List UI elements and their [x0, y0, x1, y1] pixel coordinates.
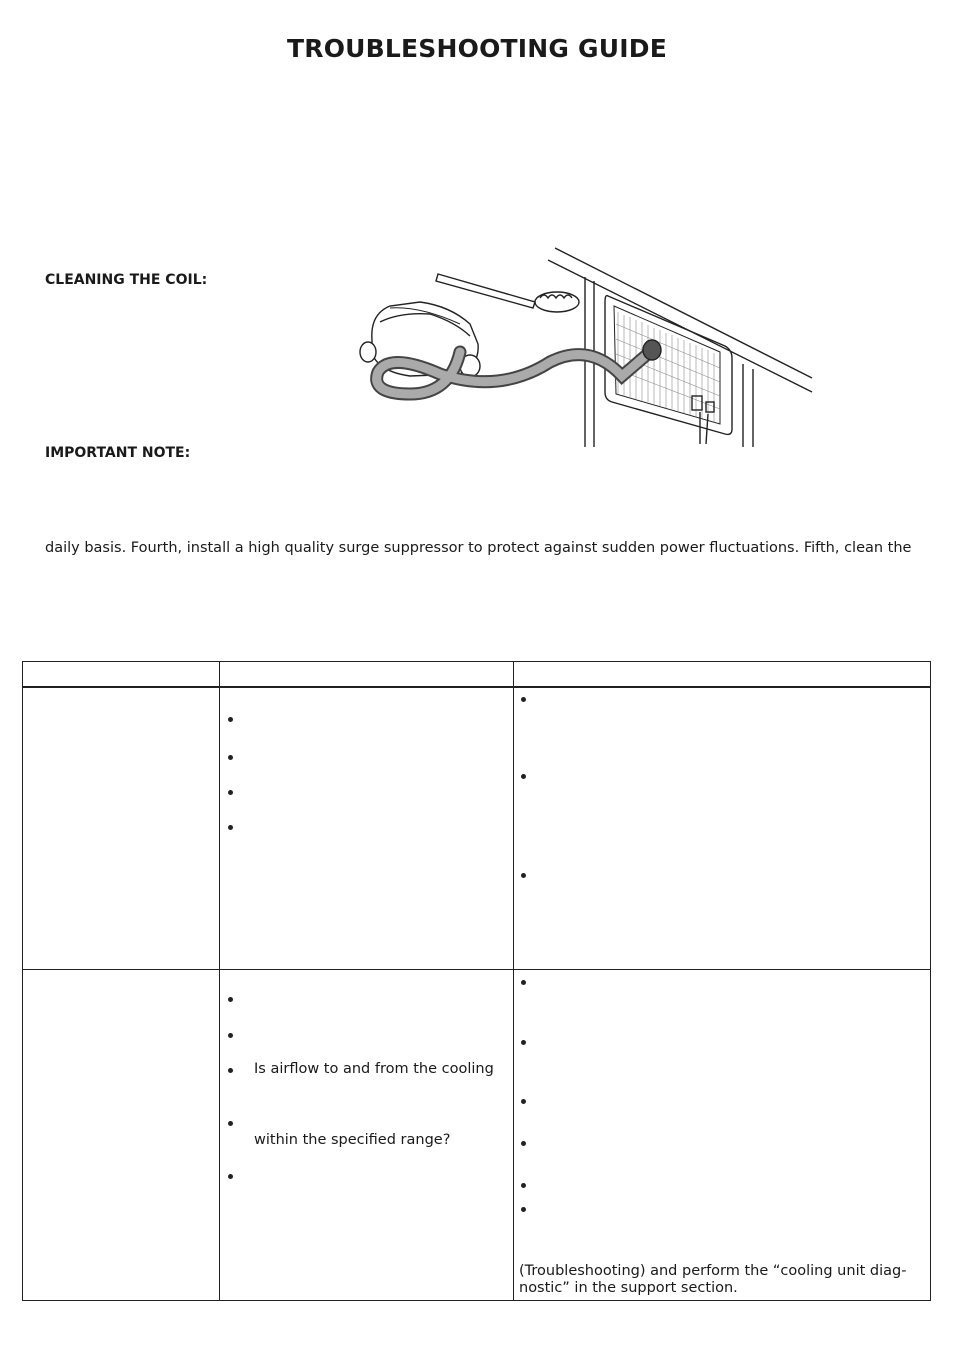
bullet-icon: [521, 697, 526, 702]
table-row-divider: [22, 969, 931, 970]
row2-cause-3: Is airflow to and from the cooling: [254, 1061, 494, 1077]
bullet-icon: [228, 1033, 233, 1038]
table-border-bottom: [22, 1300, 931, 1301]
table-column-divider-1: [219, 661, 220, 1301]
table-header-rule: [22, 686, 931, 688]
page-title: TROUBLESHOOTING GUIDE: [286, 34, 667, 63]
table-border-left: [22, 661, 23, 1301]
bullet-icon: [521, 1183, 526, 1188]
bullet-icon: [228, 1174, 233, 1179]
row2-note-line1: (Troubleshooting) and perform the “cooling unit diag-: [519, 1263, 907, 1279]
bullet-icon: [228, 1068, 233, 1073]
important-note-heading: IMPORTANT NOTE:: [45, 445, 191, 461]
table-border-right: [930, 661, 931, 1301]
bullet-icon: [228, 1121, 233, 1126]
table-border-top: [22, 661, 931, 662]
bullet-icon: [521, 1141, 526, 1146]
troubleshooting-table: [22, 661, 931, 1301]
bullet-icon: [228, 790, 233, 795]
bullet-icon: [228, 755, 233, 760]
vacuum-cleaning-coil-illustration: [350, 244, 820, 449]
body-paragraph-line: daily basis. Fourth, install a high quality surge suppressor to protect against sudden power fluctuations. Fifth, clean the: [45, 540, 912, 556]
bullet-icon: [228, 825, 233, 830]
bullet-icon: [521, 1099, 526, 1104]
bullet-icon: [521, 1207, 526, 1212]
bullet-icon: [521, 1040, 526, 1045]
bullet-icon: [521, 774, 526, 779]
bullet-icon: [521, 980, 526, 985]
row2-cause-4-cont: within the specified range?: [254, 1132, 451, 1148]
bullet-icon: [228, 997, 233, 1002]
cleaning-coil-heading: CLEANING THE COIL:: [45, 272, 208, 288]
bullet-icon: [521, 873, 526, 878]
table-column-divider-2: [513, 661, 514, 1301]
row2-note-line2: nostic” in the support section.: [519, 1280, 738, 1296]
bullet-icon: [228, 717, 233, 722]
